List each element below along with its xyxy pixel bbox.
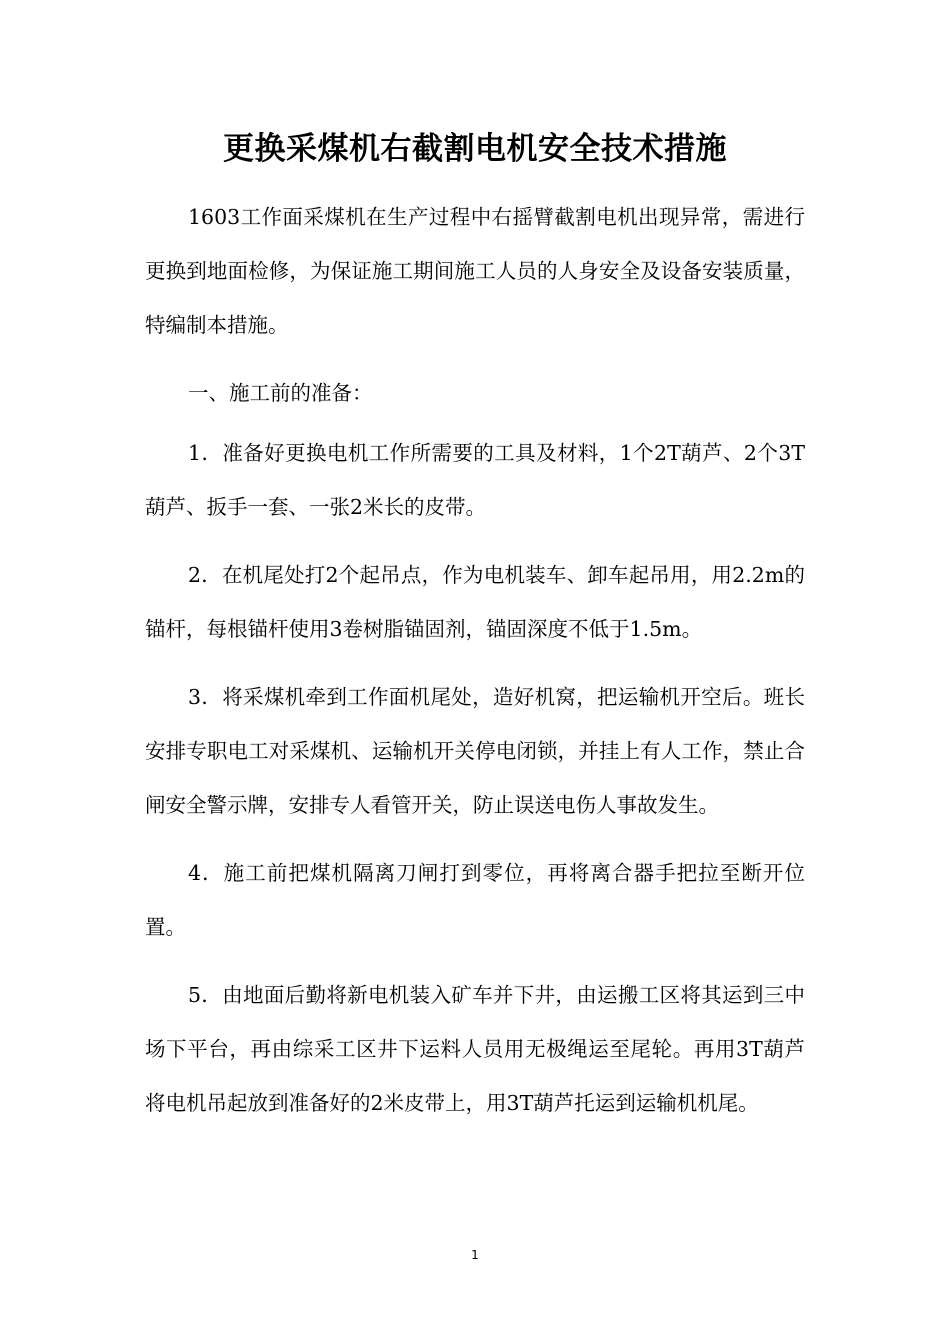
paragraph-step-2: 2．在机尾处打2个起吊点，作为电机装车、卸车起吊用，用2.2m的锚杆，每根锚杆使用3卷树脂锚固剂，锚固深度不低于1.5m。: [145, 563, 805, 641]
paragraph-step-3: 3．将采煤机牵到工作面机尾处，造好机窝，把运输机开空后。班长安排专职电工对采煤机、运输机开关停电闭锁，并挂上有人工作，禁止合闸安全警示牌，安排专人看管开关，防止误送电伤人事故发生。: [145, 685, 805, 817]
paragraph-step-1: 1．准备好更换电机工作所需要的工具及材料，1个2T葫芦、2个3T葫芦、扳手一套、一张2米长的皮带。: [145, 441, 805, 519]
document-title: 更换采煤机右截割电机安全技术措施: [223, 131, 727, 167]
paragraph-step-5: 5．由地面后勤将新电机装入矿车并下井，由运搬工区将其运到三中场下平台，再由综采工区井下运料人员用无极绳运至尾轮。再用3T葫芦将电机吊起放到准备好的2米皮带上，用3T葫芦托运到运输机机尾。: [145, 983, 805, 1115]
paragraph-intro: 1603工作面采煤机在生产过程中右摇臂截割电机出现异常，需进行更换到地面检修，为保证施工期间施工人员的人身安全及设备安装质量，特编制本措施。: [145, 205, 805, 337]
paragraph-step-4: 4．施工前把煤机隔离刀闸打到零位，再将离合器手把拉至断开位置。: [145, 861, 805, 939]
document-body: [145, 190, 805, 1144]
page-number: 1: [471, 1248, 479, 1262]
section-heading-preparation: 一、施工前的准备：: [188, 381, 373, 405]
